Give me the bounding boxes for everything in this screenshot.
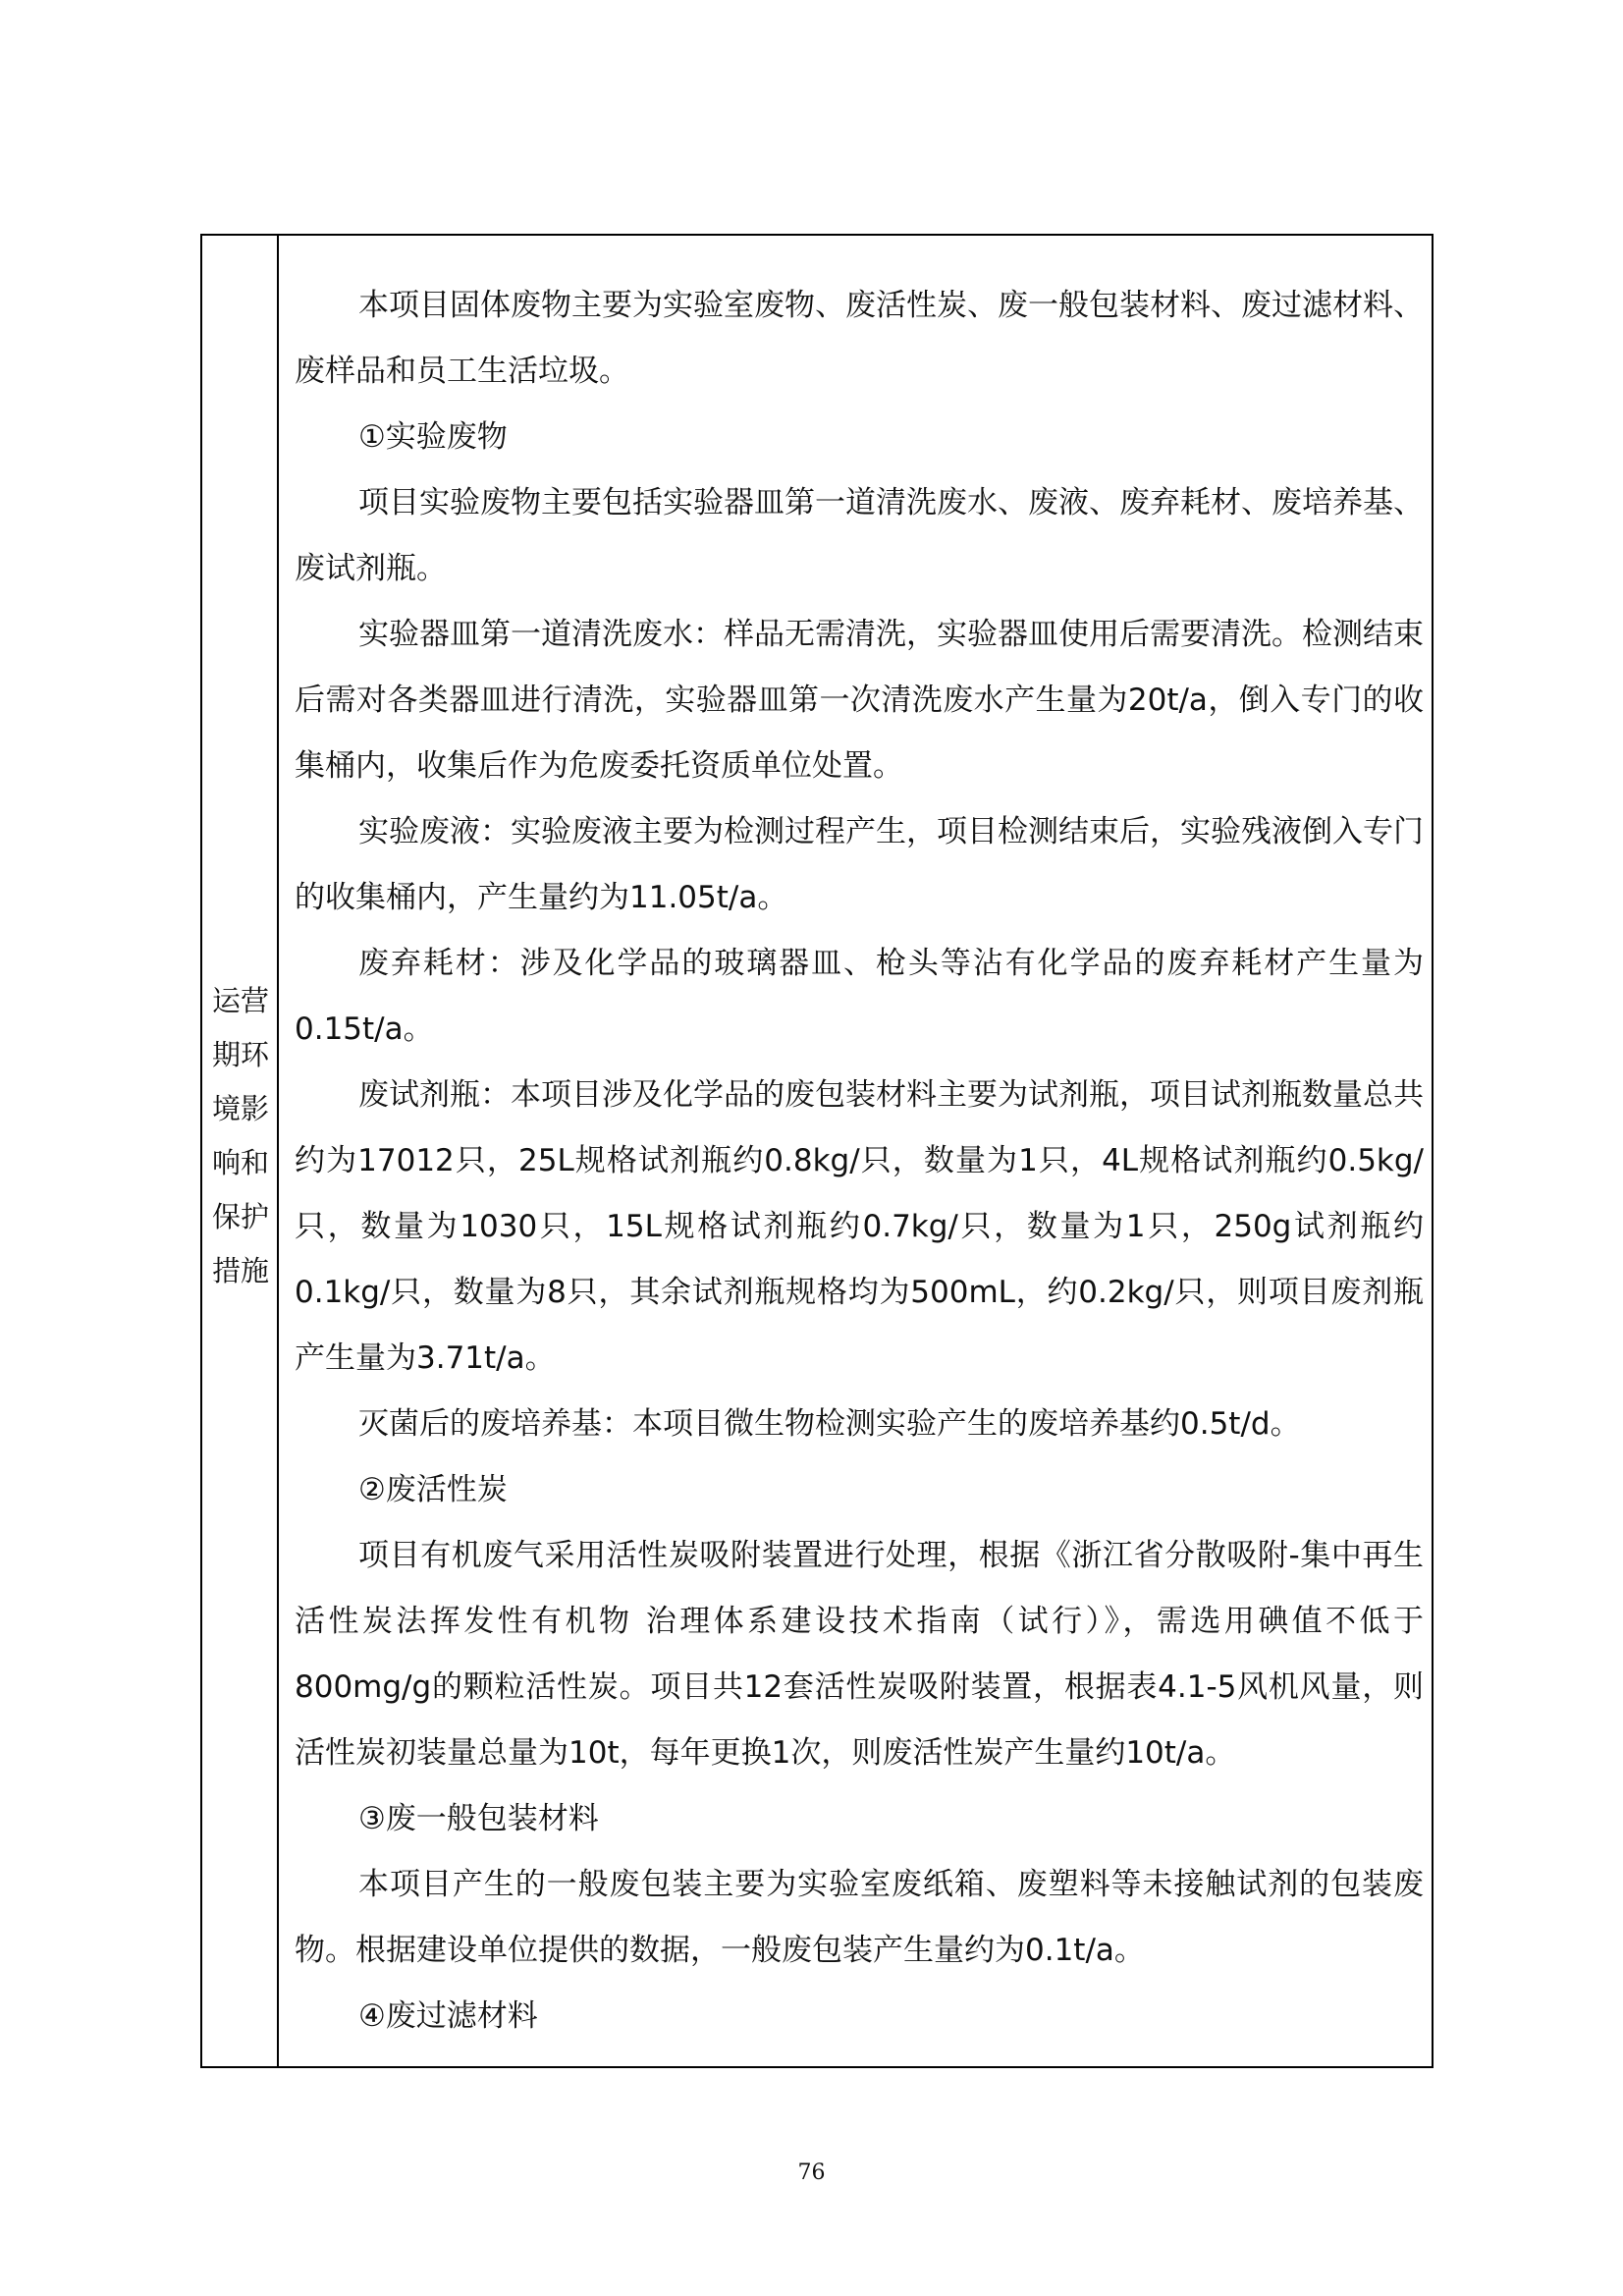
- row-label-line: 境影: [211, 1092, 269, 1125]
- section-heading: ②废活性炭: [358, 1472, 508, 1507]
- paragraph: 本项目产生的一般废包装主要为实验室废纸箱、废塑料等未接触试剂的包装废物。根据建设单位提供的数据，一般废包装产生量约为0.1t/a。: [295, 1867, 1424, 1968]
- paragraph: 废弃耗材：涉及化学品的玻璃器皿、枪头等沾有化学品的废弃耗材产生量为0.15t/a。: [295, 946, 1424, 1047]
- row-label-line: 期环: [211, 1038, 269, 1071]
- measures-table: [200, 234, 1434, 2068]
- row-label: [202, 974, 279, 1298]
- section-heading: ③废一般包装材料: [358, 1801, 599, 1836]
- paragraph: 本项目固体废物主要为实验室废物、废活性炭、废一般包装材料、废过滤材料、废样品和员工生活垃圾。: [295, 288, 1424, 389]
- paragraph: 实验废液：实验废液主要为检测过程产生，项目检测结束后，实验残液倒入专门的收集桶内，产生量约为11.05t/a。: [295, 814, 1424, 915]
- paragraph: 灭菌后的废培养基：本项目微生物检测实验产生的废培养基约0.5t/d。: [358, 1406, 1301, 1442]
- row-label-line: 响和: [211, 1146, 269, 1179]
- paragraph: 项目有机废气采用活性炭吸附装置进行处理，根据《浙江省分散吸附-集中再生活性炭法挥发性有机物 治理体系建设技术指南（试行）》，需选用碘值不低于800mg/g的颗粒活性炭。项目共12套活性炭吸附装置，根据表4.1-5风机风量，则活性炭初装量总量为10t，每年更换1次，则废活性炭产生量约10t/a。: [295, 1538, 1424, 1771]
- paragraph: 项目实验废物主要包括实验器皿第一道清洗废水、废液、废弃耗材、废培养基、废试剂瓶。: [295, 485, 1424, 586]
- page-number: 76: [797, 2160, 826, 2185]
- row-label-cell: [202, 236, 279, 2066]
- row-label-line: 措施: [211, 1254, 269, 1287]
- paragraph: 废试剂瓶：本项目涉及化学品的废包装材料主要为试剂瓶，项目试剂瓶数量总共约为17012只，25L规格试剂瓶约0.8kg/只，数量为1只，4L规格试剂瓶约0.5kg/只，数量为1030只，15L规格试剂瓶约0.7kg/只，数量为1只，250g试剂瓶约0.1kg/只，数量为8只，其余试剂瓶规格均为500mL，约0.2kg/只，则项目废剂瓶产生量为3.71t/a。: [295, 1077, 1424, 1376]
- section-heading: ①实验废物: [358, 419, 508, 455]
- row-label-line: 运营: [211, 984, 269, 1017]
- paragraph: 实验器皿第一道清洗废水：样品无需清洗，实验器皿使用后需要清洗。检测结束后需对各类器皿进行清洗，实验器皿第一次清洗废水产生量为20t/a，倒入专门的收集桶内，收集后作为危废委托资质单位处置。: [295, 617, 1424, 784]
- section-heading: ④废过滤材料: [358, 1998, 538, 2034]
- content-cell: [295, 273, 1424, 2050]
- row-label-line: 保护: [211, 1200, 269, 1233]
